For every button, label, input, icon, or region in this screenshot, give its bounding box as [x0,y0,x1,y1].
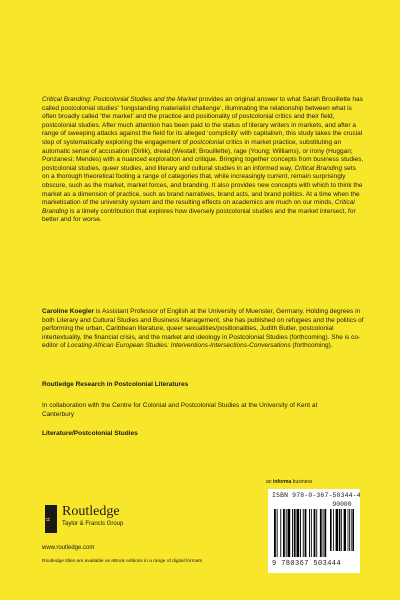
isbn-label: ISBN 978-0-367-50344-4 [272,492,361,499]
barcode-graphic [274,509,354,557]
barcode-bar [286,509,287,557]
barcode-bar [305,509,307,557]
book-description [42,96,364,225]
barcode-bar [297,509,300,557]
barcode-addon-bar [341,509,342,551]
barcode-addon-number: 90000 [332,501,352,508]
description-text-1: provides an original answer to what Sarah Brouillette has called postcolonial studies' ‘longstanding materialist challenge’, illuminating the relationship between what is often broadly called ‘the market’ and the practice and positionality of postcolonial critics and their field, postcolonial studies. After much attention has been paid to the status of literary writers in markets, and after a range of sweeping attacks against the field for its alleged ‘complicity’ with capitalism, this study takes the crucial step of systematically exploring the engagement of [42,96,363,146]
barcode-addon-bar [336,509,338,551]
logo-vertical-letters: R [46,517,52,521]
author-bio [42,308,364,351]
publisher-name: Routledge [62,504,120,519]
description-italic-3: Critical Branding [294,164,343,172]
barcode-bar [280,509,281,557]
barcode-bar [316,509,317,557]
barcode-bar [324,509,326,557]
description-italic-4: Critical Branding [42,199,355,215]
barcode-bar [300,509,301,557]
publisher-imprint: Taylor & Francis Group [62,521,124,527]
barcode-bar [274,509,276,557]
barcode-addon-bar [344,509,346,551]
barcode-panel [268,489,360,573]
barcode-bar [288,509,291,557]
barcode-bar [314,509,316,557]
collaboration-note: In collaboration with the Centre for Colonial and Postcolonial Studies at the University of Kent at Canterbury [42,402,318,418]
author-name: Caroline Koegler [42,308,95,315]
barcode-addon-bar [348,509,349,551]
barcode-bar [311,509,312,557]
ean-number: 9 780367 503444 [272,560,342,568]
barcode-addon-bar [352,509,354,551]
publisher-website: www.routledge.com [42,545,95,551]
informa-prefix: an [266,479,273,485]
informa-brand: informa [272,479,292,485]
barcode-addon-bar [349,509,350,551]
author-bio-text-1: is Assistant Professor of English at the University of Muenster, Germany. Holding degrees in both Literary and Cultural Studies and Business Management, she has published on refugees and the politics of performing the urban, Caribbean literature, queer sexualities/positionalities, Judith Butler, postcolonial intertextuality, the financial crisis, and the market and ideology in Postcolonial Studies (forthcoming). She is co-editor of [42,308,364,350]
series-title: Routledge Research in Postcolonial Literatures [42,381,189,388]
barcode-bar [323,509,324,557]
barcode-bar [283,509,285,557]
ebook-note: Routledge titles are available as eBook editions in a range of digital formats [42,559,202,564]
description-italic-2: postcolonial [189,138,225,146]
barcode-bar [309,509,310,557]
barcode-addon-bar [330,509,332,551]
description-text-2: critics in market practice, substituting an automatic sense of accusation (Dirlik), dread (Westall; Brouillette), rage (Young; Williams), or irony (Huggan; Ponzanesi; Mendes) with a nuanced exploration and critique. Bringing together concepts from business studies, postcolonial studies, queer studies, and literary and cultural studies in an informed way, [42,138,364,172]
barcode-bars [274,509,354,557]
barcode-addon-bar [333,509,334,551]
informa-business-label [266,479,312,485]
author-bio-text-2: (forthcoming). [290,342,333,350]
author-book-title: Locating African European Studies: Interventions-Intersections-Conversations [67,342,291,350]
book-title-italic: Critical Branding: Postcolonial Studies and the Market [42,96,197,103]
informa-suffix: business [291,479,313,485]
barcode-bar [320,509,322,557]
barcode-addon-bar [339,509,341,551]
barcode-bar [303,509,304,557]
barcode-bar [292,509,293,557]
description-text-3: sets on a thorough theoretical footing a range of categories that, while increasingly current, remain surprisingly obscure, such as the market, market forces, and branding. It also provides new concepts with which to think the market as a dimension of practice, such as brand narratives, brand acts, and brand politics. At a time when the marketisation of the university system and the resulting effects on academics are much on our minds, [42,164,363,207]
description-text-4: is a timely contribution that explores how diversely postcolonial studies and the market intersect, for better and for worse. [42,207,356,224]
routledge-logo-icon [45,505,57,533]
barcode-bar [294,509,296,557]
barcode-addon-bar [351,509,352,551]
subject-category: Literature/Postcolonial Studies [42,430,138,437]
barcode-bar [277,509,278,557]
